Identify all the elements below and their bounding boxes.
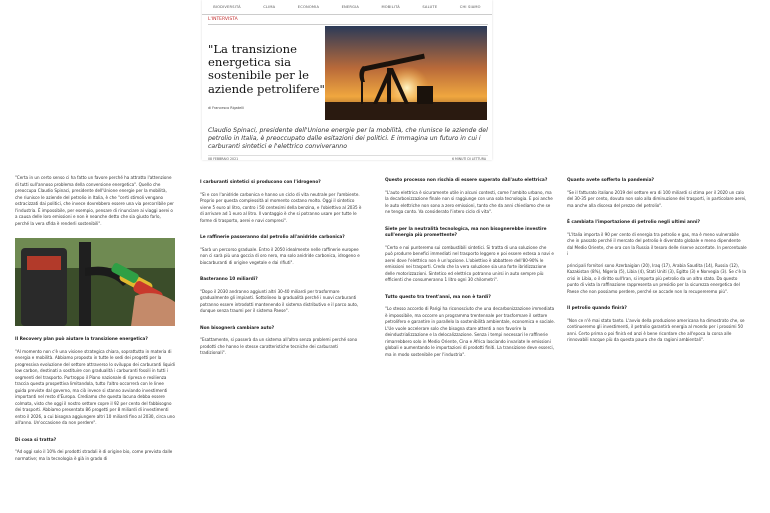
- question-heading: Il petrolio quando finirà?: [567, 306, 627, 311]
- read-time: 6 MINUTI DI LETTURA: [452, 157, 486, 161]
- top-nav: [202, 0, 492, 15]
- answer-paragraph: "Certa in un certo senso ci ha fatto un favore perché ha attratto l'attenzione di tutti sull'annoso problema della conversione energetica". Quello che preoccupa Claudio Spinaci, presidente dell'Unione energie per la mobilità, che riunisce le aziende del petrolio in Italia, è che "certi stimoli vengano ostracizzati dai politici, che invece dovrebbero essere una via percorribile per l'industria. È impossibile, per esempio, pensare di rinunciare ai viaggi aerei o a causa delle loro emissioni e non è neanche detto che sia giusto farlo, perché la vera sfida è renderli sostenibili".: [15, 175, 174, 226]
- question-heading: Siete per la neutralità tecnologica, ma non bisognerebbe investire sull'energia più promettente?: [385, 226, 547, 238]
- question-heading: Non bisognerà cambiare auto?: [200, 325, 275, 331]
- question-heading: Il Recovery plan può aiutare la transizione energetica?: [15, 337, 148, 342]
- article-byline: di Francesco Rigatelli: [208, 106, 244, 110]
- answer-paragraph: "Dopo il 2030 andranno aggiunti altri 30-40 miliardi per trasformare gradualmente gli impianti. Sottolineo la gradualità perché i nuovi carburanti potranno essere introdotti mantenendo il sistema distributivo e il parco auto, dunque senza traumi per il sistema Paese".: [200, 288, 359, 313]
- answer-paragraph: "L'Italia importa il 90 per cento di energia tra petrolio e gas, ma è meno vulnerabile che in passato perché il mercato del petrolio è diventato globale e meno dipendente dal Medio Oriente, che ora con la Russia il tesoro delle riserve accertate. In percentuale i: [567, 231, 747, 256]
- nav-item-biodiversita[interactable]: BIODIVERSITÀ: [213, 5, 241, 9]
- question-heading: Questo processo non rischia di essere superato dall'auto elettrica?: [385, 178, 548, 183]
- nav-item-mobilita[interactable]: MOBILITÀ: [381, 5, 400, 9]
- text-column-3: [385, 178, 555, 363]
- question-heading: Di cosa si tratta?: [15, 437, 57, 443]
- section-label[interactable]: L'INTERVISTA: [208, 17, 238, 22]
- nav-item-chi-siamo[interactable]: CHI SIAMO: [459, 5, 481, 9]
- answer-paragraph: "Ad oggi solo il 10% dei prodotti stradali è di origine bio, come previsto dalle normative; ma la tecnologia è già in grado di: [15, 449, 173, 461]
- question-heading: È cambiata l'importazione di petrolio negli ultimi anni?: [567, 220, 701, 225]
- article-lede: Claudio Spinaci, presidente dell'Unione energie per la mobilità, che riunisce le aziende del petrolio in Italia, è preoccupato dalle esitazioni dei politici. E immagina un futuro in cui i carburanti sintetici e l'elettrico conviveranno: [208, 127, 488, 150]
- meta-divider: [208, 155, 488, 156]
- answer-paragraph: "Esattamente, si passerà da un sistema all'altro senza problemi perché sono prodotti che hanno le stesse caratteristiche tecniche dei carburanti tradizionali".: [200, 337, 358, 355]
- text-column-1: [15, 175, 175, 467]
- answer-paragraph: "Sarà un percorso graduale. Entro il 2050 idealmente nelle raffinerie europee non ci sarà più una goccia di oro nero, ma solo anidride carbonica, idrogeno e biocarburanti di origine vegetale e dai rifiuti".: [200, 246, 360, 265]
- section-divider: [208, 24, 488, 25]
- text-column-2: [200, 180, 365, 362]
- article-title: "La transizione energetica sia sostenibile per le aziende petrolifere": [208, 42, 325, 96]
- answer-paragraph: "L'auto elettrica è sicuramente utile in alcuni contesti, come l'ambito urbano, ma la decarbonizzazione finale non si raggiunge con una sola tecnologia. E poi anche le auto elettriche non sono a zero emissioni, tanto che da anni chiediamo che se ne tenga conto. Va considerato l'intero ciclo di vita".: [385, 189, 553, 214]
- question-heading: Le raffinerie passeranno dal petrolio all'anidride carbonica?: [200, 235, 345, 240]
- article-header: [202, 0, 492, 160]
- fuel-pump-image: [15, 238, 175, 326]
- answer-paragraph: "Lo stesso accordo di Parigi ha riconosciuto che una decarbonizzazione immediata è impossibile, ma occorre un programma trentennale per trasformare il settore petrolifero e garantire in parallelo la sostenibilità ambientale, economica e sociale. L'Ue vuole accelerare solo che bisogna stare attenti a non favorire la deindustrializzazione e la delocalizzazione. Senza i tempi necessari le raffinerie rimarrebbero solo in Medio Oriente, Cina e Africa lasciando invariate le emissioni globali e aumentando le importazioni di prodotti finiti. La transizione deve esserci, ma in modo sostenibile per l'industria".: [385, 306, 555, 357]
- answer-paragraph: "Non ce n'è mai stato tanto. L'avvio della produzione americana ha dimostrato che, se continueremo gli investimenti, il petrolio garantirà energia al mondo per i prossimi 50 anni. Certo prima o poi finirà ed anzi è bene ricordare che all'epoca la corsa alle rinnovabili nacque più da questa paura che da ragioni ambientali".: [567, 317, 745, 342]
- answer-paragraph: "Al momento non c'è una visione strategica chiara, soprattutto in materia di energia e mobilità. Abbiamo proposto in tutte le sedi dei progetti per la progressiva evoluzione del settore attraverso lo sviluppo dei carburanti liquidi low carbon, destinati a sostituire con gradualità i carburanti fossili in tutti i segmenti del trasporto. Purtroppo il Piano nazionale di ripresa e resilienza traccia questa prospettiva limitandola, tutto l'altro occorrerà con le linee guida previste dal governo, ma ciò invece si stanno avviando investimenti importanti nel resto d'Europa. Crediamo che questa lacuna debba essere colmata, visto che oggi il nostro settore copre il 92 per cento del fabbisogno dei trasporti. Abbiamo presentato 86 progetti per 8 miliardi di investimenti entro il 2026, a cui bisogna aggiungere altri 10 miliardi fino al 2030, circa uno all'anno. Un'occasione da non perdere".: [15, 348, 175, 425]
- nav-item-energia[interactable]: ENERGIA: [341, 5, 359, 9]
- question-heading: I carburanti sintetici si producono con l'idrogeno?: [200, 180, 321, 185]
- answer-paragraph: "Sì e con l'anidride carbonica e hanno un ciclo di vita neutrale per l'ambiente. Proprio per questa complessità al momento costano molto. Oggi il sintetico viene 5 euro al litro, contro i 50 centesimi della benzina, e l'obiettivo al 2035 è di arrivare ad 1 euro al litro. Il vantaggio è che si potranno usare per tutte le forme di trasporto, aerei e navi compresi".: [200, 191, 362, 223]
- nav-item-clima[interactable]: CLIMA: [263, 5, 276, 9]
- answer-paragraph: principali fornitori sono Azerbaigian (20), Iraq (17), Arabia Saudita (14), Russia (12), Kazakistan (8%), Nigeria (5), Libia (4), Stati Uniti (3), Egitto (3) e Norvegia (3). Se c'è la crisi in Libia, o il diritto sull'Iran, si importa più petrolio da un altro stato. Da questo punto di vista la raffinazione rappresenta un presidio per la sicurezza energetica del Paese che non possiamo perdere, perché se accade non la recupereremo più".: [567, 262, 747, 294]
- nav-item-economia[interactable]: ECONOMIA: [297, 5, 320, 9]
- question-heading: Tutto questo tra trent'anni, ma non è tardi?: [385, 294, 491, 300]
- question-heading: Quanto avete sofferto la pandemia?: [567, 178, 655, 183]
- nav-item-salute[interactable]: SALUTE: [422, 5, 438, 9]
- answer-paragraph: "Se il fatturato italiano 2019 del settore era di 100 miliardi si stima per il 2020 un calo del 30-35 per cento, dovuto non solo alla diminuzione dei trasporti, in particolare aerei, ma anche alla discesa del prezzo del petrolio".: [567, 189, 747, 208]
- question-heading: Basteranno 10 miliardi?: [200, 277, 258, 282]
- text-column-4: [567, 178, 747, 349]
- answer-paragraph: "Certo e noi punteremo sui combustibili sintetici. Si tratta di una soluzione che può produrre benefici immediati nel trasporto leggero e poi essere estesa a navi e aerei dove l'elettrico non è un'opzione. L'obiettivo è abbattere dell'80-90% le emissioni nei trasporti. Credo che la vera soluzione sia una forte ibridizzazione delle motorizzazioni. Sintetico ed elettrico potranno unirsi in auto sempre più efficienti che consumeranno 1 litro ogni 30 chilometri".: [385, 244, 554, 282]
- hero-image: [325, 26, 487, 120]
- publish-date: 08 FEBBRAIO 2021: [208, 157, 239, 161]
